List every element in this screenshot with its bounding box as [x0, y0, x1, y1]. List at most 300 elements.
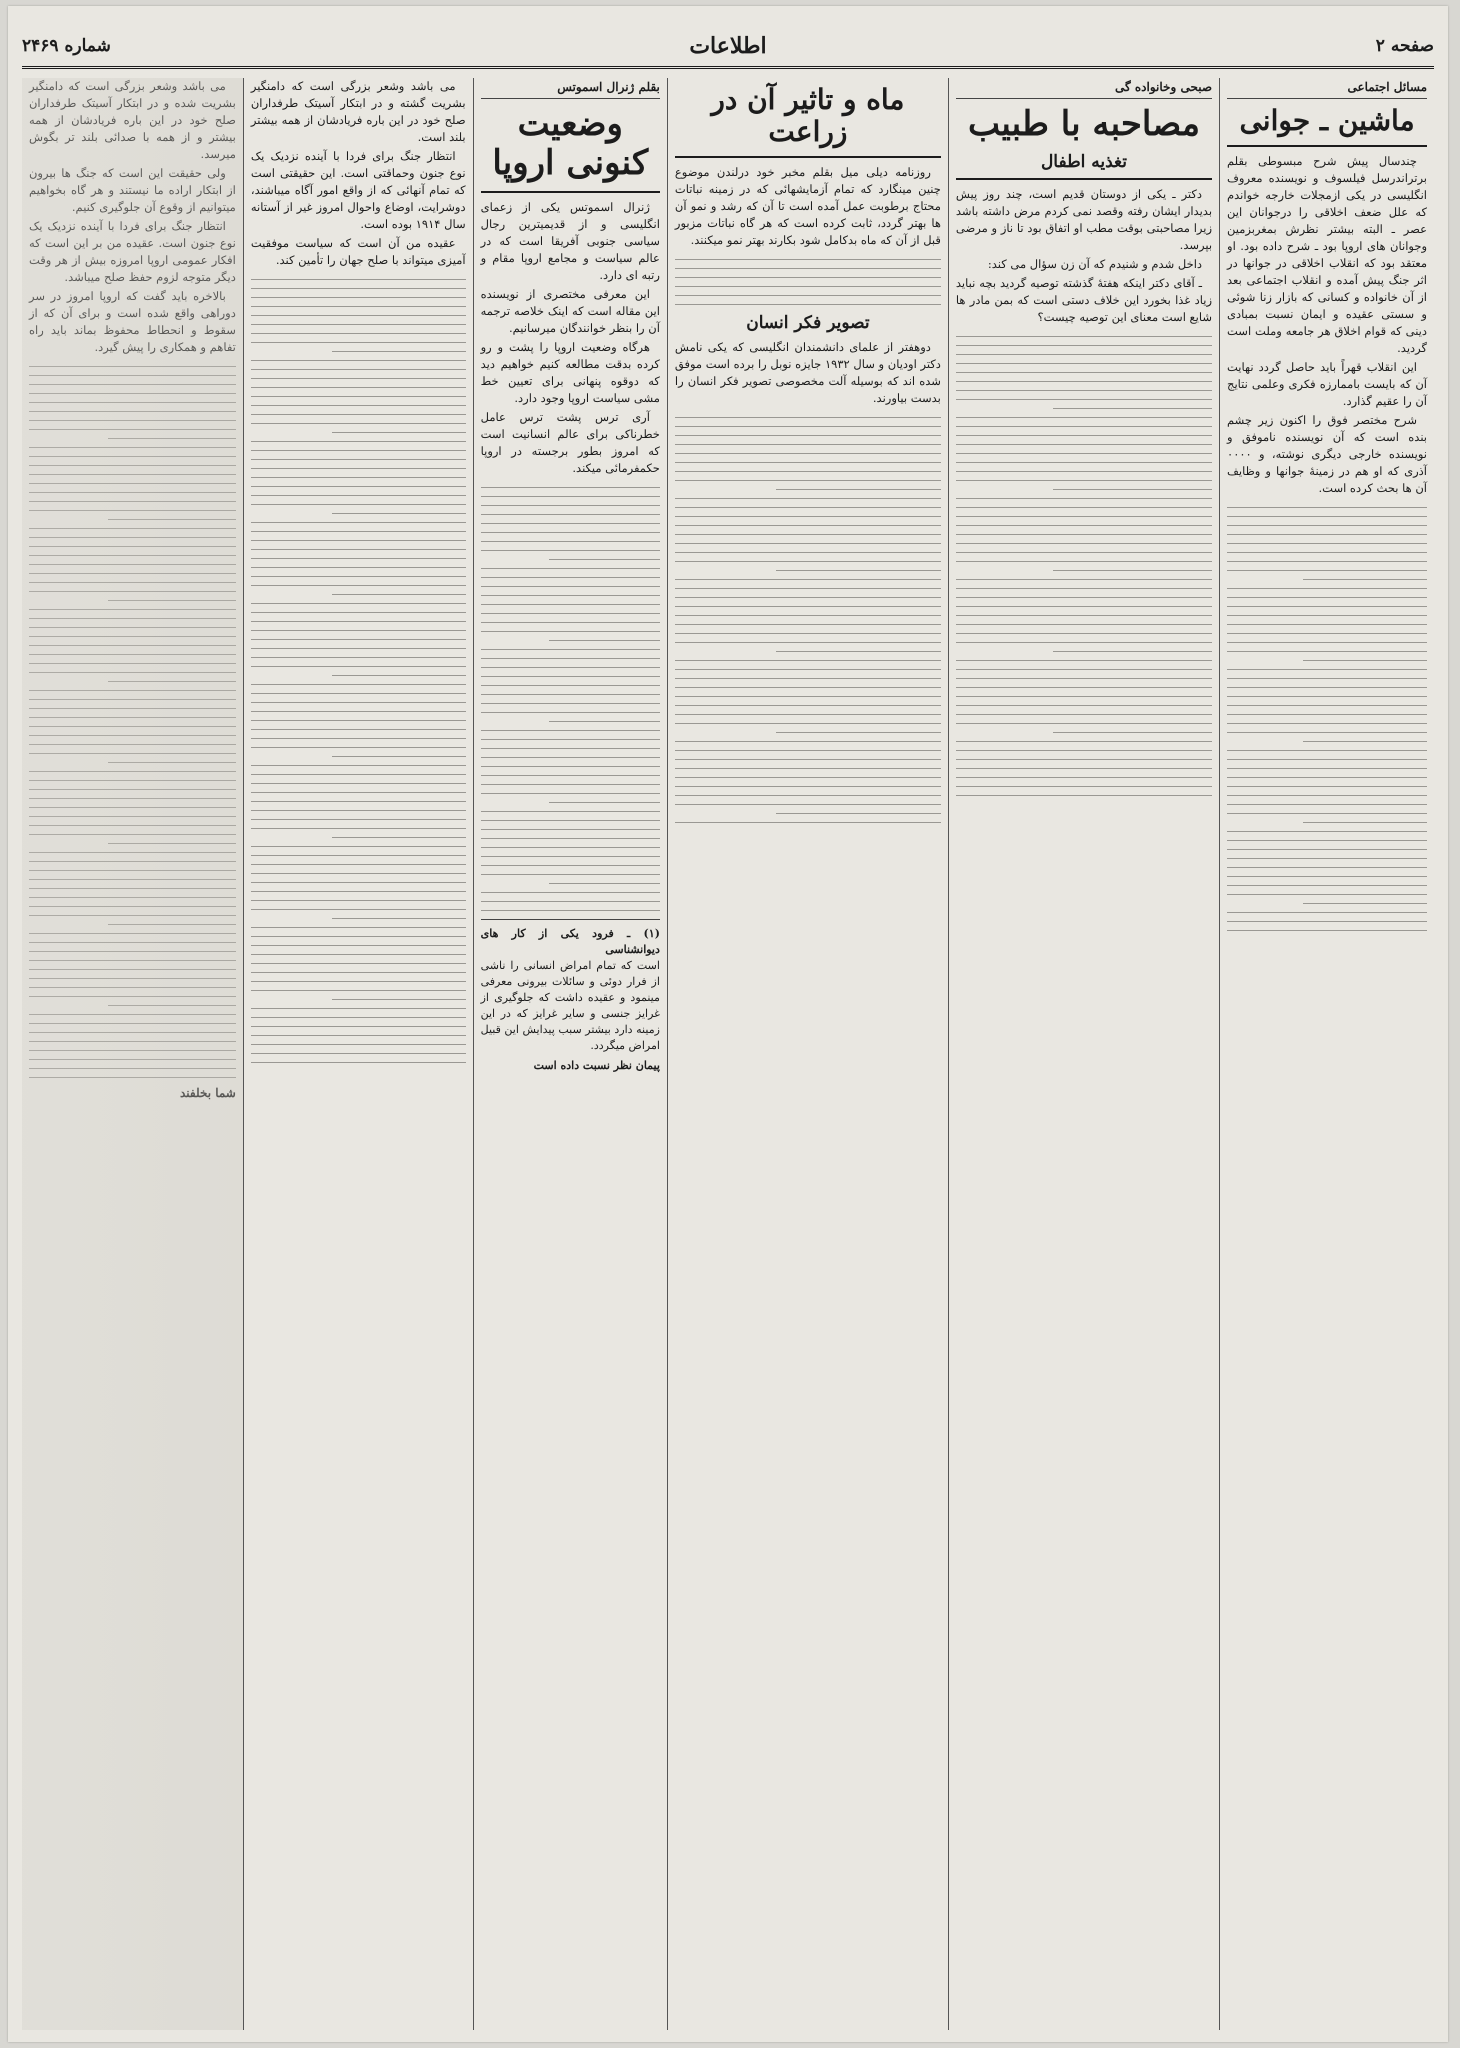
text-line-placeholder: [956, 579, 1212, 580]
text-line-placeholder: [549, 802, 660, 803]
paragraph: ـ آقای دکتر اینکه هفتهٔ گذشته توصیه گردید بچه نباید زیاد غذا بخورد این خلاف دستی است که بمن مادر ها شایع است معنای این توصیه چیست؟: [955, 276, 1213, 325]
text-line-placeholder: [251, 342, 466, 343]
text-line-placeholder: [251, 306, 466, 307]
article-body: [675, 339, 941, 407]
text-line-placeholder: [481, 829, 660, 830]
divider: [1227, 145, 1427, 147]
paragraph: عقیده من آن است که سیاست موفقیت آمیزی میتواند با صلح جهان را تأمین کند.: [250, 236, 466, 267]
text-line-placeholder: [956, 462, 1212, 463]
text-line-placeholder: [251, 666, 466, 667]
text-line-placeholder: [675, 462, 941, 463]
text-line-placeholder: [251, 630, 466, 631]
text-line-placeholder: [1227, 885, 1427, 886]
text-line-placeholder: [481, 847, 660, 848]
text-line-placeholder: [29, 402, 236, 403]
text-line-placeholder: [251, 459, 466, 460]
text-line-placeholder: [29, 456, 236, 457]
text-line-placeholder: [29, 870, 236, 871]
text-line-placeholder: [29, 717, 236, 718]
text-line-placeholder: [251, 1053, 466, 1054]
text-line-placeholder: [251, 657, 466, 658]
text-line-placeholder: [251, 387, 466, 388]
text-line-placeholder: [251, 882, 466, 883]
text-line-placeholder: [956, 552, 1212, 553]
text-line-placeholder: [675, 597, 941, 598]
text-line-placeholder: [481, 856, 660, 857]
footnote: [481, 926, 660, 1074]
text-line-placeholder: [481, 631, 660, 632]
text-line-placeholder: [251, 450, 466, 451]
text-line-placeholder: [29, 861, 236, 862]
text-line-placeholder: [481, 739, 660, 740]
text-line-placeholder: [675, 417, 941, 418]
text-line-placeholder: [29, 879, 236, 880]
text-line-placeholder: [675, 534, 941, 535]
article-headline: ماشین ـ جوانی: [1239, 104, 1415, 137]
text-line-placeholder: [332, 918, 465, 919]
paragraph: روزنامه دیلی میل بقلم مخبر خود درلندن موضوع چنین مینگارد که تمام آزمایشهائی که در زمینه نباتات محتاج برطوبت عمل آمده است تا آن که رشد و نمو آن ها بهتر گردد، ثابت کرده است که هر گاه نباتات مزبور قبل از آن که ماه بدکامل شود بکارند بهتر نمو میکنند.: [674, 165, 941, 248]
text-line-placeholder: [1227, 732, 1427, 733]
text-line-placeholder: [675, 588, 941, 589]
text-line-placeholder: [29, 798, 236, 799]
text-line-placeholder: [675, 642, 941, 643]
text-line-placeholder: [29, 690, 236, 691]
text-line-placeholder: [956, 714, 1212, 715]
text-line-placeholder: [332, 432, 465, 433]
text-line-placeholder: [481, 703, 660, 704]
text-line-placeholder: [251, 783, 466, 784]
text-line-placeholder: [675, 480, 941, 481]
text-line-placeholder: [29, 708, 236, 709]
text-line-placeholder: [251, 1044, 466, 1045]
text-line-placeholder: [549, 640, 660, 641]
paragraph: انتظار جنگ برای فردا با آینده نزدیک یک نوع جنون وحماقتی است. این حقیقتی است که تمام آنهائی که از واقع امور آگاه میباشند، دوشرایت، اوضاع واحوال امروز غیر از آستانه سال ۱۹۱۴ بوده است.: [250, 149, 466, 231]
text-line-placeholder: [29, 726, 236, 727]
text-line-placeholder: [956, 606, 1212, 607]
section-label: مسائل اجتماعی: [1227, 78, 1427, 99]
text-line-placeholder: [481, 613, 660, 614]
text-line-placeholder: [481, 550, 660, 551]
text-line-placeholder: [675, 426, 941, 427]
text-line-placeholder: [1303, 822, 1427, 823]
text-line-placeholder: [675, 516, 941, 517]
text-line-placeholder: [29, 780, 236, 781]
text-line-placeholder: [251, 990, 466, 991]
text-line-placeholder: [675, 714, 941, 715]
text-line-placeholder: [1227, 651, 1427, 652]
text-line-placeholder: [29, 753, 236, 754]
text-line-placeholder: [1227, 525, 1427, 526]
text-line-placeholder: [1053, 732, 1212, 733]
text-line-placeholder: [108, 762, 236, 763]
divider: [956, 178, 1212, 180]
text-line-placeholder: [956, 399, 1212, 400]
text-line-placeholder: [251, 288, 466, 289]
text-line-placeholder: [675, 606, 941, 607]
text-line-placeholder: [956, 768, 1212, 769]
text-line-placeholder: [29, 393, 236, 394]
text-line-placeholder: [29, 609, 236, 610]
text-line-placeholder: [481, 820, 660, 821]
text-line-placeholder: [1227, 687, 1427, 688]
text-filler: [675, 259, 941, 305]
text-line-placeholder: [251, 1008, 466, 1009]
text-line-placeholder: [1227, 669, 1427, 670]
text-line-placeholder: [481, 658, 660, 659]
text-line-placeholder: [1227, 714, 1427, 715]
text-line-placeholder: [675, 660, 941, 661]
text-line-placeholder: [29, 654, 236, 655]
text-line-placeholder: [108, 1005, 236, 1006]
text-line-placeholder: [251, 441, 466, 442]
column-agriculture: [667, 78, 948, 2030]
text-line-placeholder: [29, 429, 236, 430]
text-line-placeholder: [481, 838, 660, 839]
text-line-placeholder: [29, 942, 236, 943]
text-line-placeholder: [675, 741, 941, 742]
text-line-placeholder: [251, 774, 466, 775]
text-line-placeholder: [1227, 930, 1427, 931]
text-line-placeholder: [251, 873, 466, 874]
text-line-placeholder: [251, 810, 466, 811]
text-line-placeholder: [481, 523, 660, 524]
article-body: [251, 78, 466, 269]
text-line-placeholder: [1227, 597, 1427, 598]
text-line-placeholder: [1227, 858, 1427, 859]
text-line-placeholder: [251, 603, 466, 604]
text-line-placeholder: [1227, 678, 1427, 679]
text-line-placeholder: [29, 528, 236, 529]
paragraph: آری ترس پشت ترس عامل خطرناکی برای عالم انسانیت است که امروز بطور برجسته در اروپا حکمفرمائی میکند.: [480, 410, 660, 476]
text-line-placeholder: [1053, 408, 1212, 409]
text-line-placeholder: [481, 685, 660, 686]
paragraph: داخل شدم و شنیدم که آن زن سؤال می کند:: [987, 257, 1203, 272]
text-line-placeholder: [1053, 651, 1212, 652]
text-line-placeholder: [1227, 588, 1427, 589]
text-line-placeholder: [675, 525, 941, 526]
text-line-placeholder: [108, 519, 236, 520]
text-line-placeholder: [251, 963, 466, 964]
text-line-placeholder: [29, 969, 236, 970]
text-line-placeholder: [251, 522, 466, 523]
text-line-placeholder: [956, 750, 1212, 751]
text-line-placeholder: [1227, 840, 1427, 841]
text-line-placeholder: [251, 936, 466, 937]
text-line-placeholder: [675, 471, 941, 472]
text-line-placeholder: [29, 933, 236, 934]
divider: [481, 191, 660, 193]
text-line-placeholder: [251, 297, 466, 298]
text-line-placeholder: [1227, 615, 1427, 616]
text-line-placeholder: [251, 639, 466, 640]
divider: [675, 156, 941, 158]
text-line-placeholder: [481, 514, 660, 515]
text-line-placeholder: [956, 372, 1212, 373]
text-line-placeholder: [956, 624, 1212, 625]
column-social-issues: [1219, 78, 1434, 2030]
text-line-placeholder: [956, 795, 1212, 796]
text-line-placeholder: [956, 678, 1212, 679]
text-line-placeholder: [481, 757, 660, 758]
text-line-placeholder: [251, 927, 466, 928]
text-line-placeholder: [1227, 624, 1427, 625]
text-line-placeholder: [481, 775, 660, 776]
text-line-placeholder: [251, 702, 466, 703]
paper-name: اطلاعات: [689, 33, 767, 59]
text-line-placeholder: [1227, 552, 1427, 553]
text-line-placeholder: [251, 540, 466, 541]
text-line-placeholder: [956, 633, 1212, 634]
text-line-placeholder: [29, 825, 236, 826]
text-line-placeholder: [481, 604, 660, 605]
text-line-placeholder: [1227, 849, 1427, 850]
text-line-placeholder: [675, 277, 941, 278]
text-line-placeholder: [675, 795, 941, 796]
paragraph: می باشد وشعر بزرگی است که دامنگیر بشریت گشته و در ابتکار آسیتک طرفداران صلح خود در این باره فریادشان از همه بیشتر بلند است.: [250, 79, 466, 144]
text-line-placeholder: [251, 576, 466, 577]
text-line-placeholder: [1227, 723, 1427, 724]
text-line-placeholder: [956, 453, 1212, 454]
text-filler: [29, 366, 236, 1078]
text-line-placeholder: [675, 687, 941, 688]
text-line-placeholder: [29, 699, 236, 700]
text-line-placeholder: [1227, 516, 1427, 517]
text-line-placeholder: [251, 612, 466, 613]
text-line-placeholder: [29, 789, 236, 790]
text-line-placeholder: [29, 987, 236, 988]
text-line-placeholder: [29, 384, 236, 385]
text-line-placeholder: [956, 642, 1212, 643]
text-line-placeholder: [956, 588, 1212, 589]
text-line-placeholder: [108, 681, 236, 682]
text-line-placeholder: [332, 351, 465, 352]
text-line-placeholder: [549, 721, 660, 722]
text-line-placeholder: [675, 304, 941, 305]
byline: بقلم ژنرال اسموتس: [481, 78, 660, 99]
text-line-placeholder: [956, 543, 1212, 544]
text-line-placeholder: [251, 333, 466, 334]
text-line-placeholder: [675, 705, 941, 706]
text-line-placeholder: [1227, 876, 1427, 877]
text-line-placeholder: [675, 579, 941, 580]
text-line-placeholder: [776, 489, 941, 490]
footnote-heading: (۱) ـ فرود یکی از کار های دیوانشناسی: [480, 927, 660, 957]
text-line-placeholder: [251, 324, 466, 325]
text-line-placeholder: [776, 813, 941, 814]
text-line-placeholder: [29, 663, 236, 664]
text-line-placeholder: [1053, 570, 1212, 571]
closing-line: پیمان نظر نسبت داده است: [533, 1059, 660, 1073]
text-line-placeholder: [675, 786, 941, 787]
paragraph: این معرفی مختصری از نویسنده این مقاله است که اینک خلاصه ترجمه آن را بنظر خوانندگان میرسانیم.: [480, 287, 660, 336]
column-europe-cont-1: [243, 78, 473, 2030]
text-line-placeholder: [251, 423, 466, 424]
text-line-placeholder: [29, 591, 236, 592]
paragraph: ژنرال اسموتس یکی از زعمای انگلیسی و از قدیمیترین رجال سیاسی جنوبی آفریقا است که در عالم سیاست و مجامع اروپا مقام و رتبه ای دارد.: [480, 200, 660, 283]
text-line-placeholder: [29, 996, 236, 997]
article-body: [675, 164, 941, 249]
text-line-placeholder: [29, 771, 236, 772]
text-line-placeholder: [251, 495, 466, 496]
text-line-placeholder: [675, 777, 941, 778]
text-line-placeholder: [29, 636, 236, 637]
text-line-placeholder: [956, 390, 1212, 391]
text-line-placeholder: [481, 595, 660, 596]
text-line-placeholder: [29, 834, 236, 835]
text-line-placeholder: [776, 651, 941, 652]
text-line-placeholder: [251, 585, 466, 586]
text-line-placeholder: [29, 735, 236, 736]
text-line-placeholder: [251, 1026, 466, 1027]
text-line-placeholder: [956, 336, 1212, 337]
paragraph: این انقلاب قهراً باید حاصل گردد نهایت آن که بایست باممارزه فکری وعلمی نتایج آن را عقیم گذارد.: [1227, 360, 1427, 409]
text-line-placeholder: [956, 507, 1212, 508]
text-line-placeholder: [956, 669, 1212, 670]
article-body: [956, 186, 1212, 326]
text-line-placeholder: [481, 676, 660, 677]
text-line-placeholder: [1227, 534, 1427, 535]
text-line-placeholder: [251, 738, 466, 739]
text-line-placeholder: [956, 705, 1212, 706]
text-line-placeholder: [1227, 705, 1427, 706]
text-filler: [956, 336, 1212, 796]
text-line-placeholder: [481, 793, 660, 794]
text-line-placeholder: [251, 486, 466, 487]
text-line-placeholder: [1227, 759, 1427, 760]
text-line-placeholder: [251, 792, 466, 793]
text-line-placeholder: [481, 694, 660, 695]
text-line-placeholder: [1227, 543, 1427, 544]
text-line-placeholder: [29, 483, 236, 484]
newspaper-page: [8, 6, 1448, 2042]
text-line-placeholder: [251, 1017, 466, 1018]
text-line-placeholder: [675, 507, 941, 508]
text-line-placeholder: [481, 910, 660, 911]
text-line-placeholder: [251, 855, 466, 856]
text-line-placeholder: [675, 804, 941, 805]
text-line-placeholder: [29, 1050, 236, 1051]
text-line-placeholder: [1303, 660, 1427, 661]
text-line-placeholder: [956, 786, 1212, 787]
text-line-placeholder: [251, 477, 466, 478]
text-line-placeholder: [29, 1077, 236, 1078]
text-line-placeholder: [251, 648, 466, 649]
text-line-placeholder: [675, 678, 941, 679]
article-body: [1227, 153, 1427, 497]
text-line-placeholder: [956, 435, 1212, 436]
text-line-placeholder: [956, 741, 1212, 742]
article-body: [29, 78, 236, 356]
text-line-placeholder: [251, 504, 466, 505]
text-line-placeholder: [675, 696, 941, 697]
text-line-placeholder: [251, 558, 466, 559]
article-subhead: تصویر فکر انسان: [746, 313, 870, 334]
text-line-placeholder: [481, 487, 660, 488]
paragraph: شرح مختصر فوق را اکنون زیر چشم بنده است که آن نویسنده ناموفق و نویسنده خارجی دیگری نوشته، و ۰۰۰۰ آذری که او هم در زمینهٔ جوانها و وظایف آن ها بحث کرده است.: [1227, 413, 1427, 496]
column-europe-headline: [473, 78, 667, 2030]
text-line-placeholder: [675, 444, 941, 445]
text-line-placeholder: [1227, 696, 1427, 697]
text-line-placeholder: [29, 888, 236, 889]
text-line-placeholder: [776, 570, 941, 571]
text-line-placeholder: [481, 577, 660, 578]
text-line-placeholder: [675, 552, 941, 553]
text-line-placeholder: [675, 435, 941, 436]
text-line-placeholder: [29, 375, 236, 376]
text-line-placeholder: [675, 633, 941, 634]
article-headline: مصاحبه با طبیب: [967, 104, 1200, 144]
text-line-placeholder: [29, 627, 236, 628]
text-line-placeholder: [251, 279, 466, 280]
text-line-placeholder: [1227, 561, 1427, 562]
text-line-placeholder: [29, 510, 236, 511]
text-filler: [251, 279, 466, 1063]
text-line-placeholder: [251, 378, 466, 379]
text-line-placeholder: [332, 675, 465, 676]
text-line-placeholder: [956, 345, 1212, 346]
paragraph: چندسال پیش شرح مبسوطی بقلم برتراندرسل فیلسوف و نویسنده معروف انگلیسی در یکی ازمجلات خارجه خواندم که علل ضعف اخلاقی را درجوانان این عصر ـ البته بیشتر نظرش بمغربزمین وجوانان های اروپا بود ـ شرح داده بود. او معتقد بود که انقلاب اخلاقی در جوانها در اثر جنگ پیش آمده و انقلاب اجتماعی بعد از آن خانواده و کسانی که بازار زنا شوئی و سستی عقیده و ایمان نسبت بمبادی دینی که قوام اخلاق هر جامعه وملت است گردید.: [1227, 154, 1427, 356]
text-line-placeholder: [251, 369, 466, 370]
text-line-placeholder: [251, 819, 466, 820]
text-line-placeholder: [675, 759, 941, 760]
text-line-placeholder: [956, 498, 1212, 499]
text-line-placeholder: [675, 268, 941, 269]
paragraph: ولی حقیقت این است که جنگ ها بیرون از ابتکار اراده ما نیستند و هر گاه بخواهیم میتوانیم از وقوع آن جلوگیری کنیم.: [28, 166, 236, 214]
text-line-placeholder: [956, 426, 1212, 427]
text-line-placeholder: [1227, 777, 1427, 778]
text-line-placeholder: [29, 645, 236, 646]
text-line-placeholder: [1227, 642, 1427, 643]
text-line-placeholder: [956, 759, 1212, 760]
text-line-placeholder: [29, 564, 236, 565]
column-europe-cont-2: [22, 78, 243, 2030]
paragraph: می باشد وشعر بزرگی است که دامنگیر بشریت شده و در ابتکار آسیتک طرفداران صلح خود در این باره فریادشان از همه بیشتر و از همه با صدائی بلند تر بگوش میرسد.: [28, 79, 236, 161]
text-line-placeholder: [29, 1032, 236, 1033]
text-line-placeholder: [29, 582, 236, 583]
text-line-placeholder: [29, 744, 236, 745]
text-line-placeholder: [1303, 903, 1427, 904]
paragraph: دکتر ـ یکی از دوستان قدیم است، چند روز پیش بدیدار ایشان رفته وقصد نمی کردم مرض داشته باشد زیرا مصاحبتی بوقت مطب او اتفاق بود تا ناز و مرضی بپرسد.: [955, 187, 1213, 253]
text-line-placeholder: [29, 1059, 236, 1060]
text-line-placeholder: [675, 822, 941, 823]
text-line-placeholder: [29, 852, 236, 853]
text-line-placeholder: [481, 766, 660, 767]
text-line-placeholder: [251, 567, 466, 568]
text-line-placeholder: [29, 960, 236, 961]
text-line-placeholder: [251, 396, 466, 397]
text-filler: [481, 487, 660, 911]
text-line-placeholder: [481, 892, 660, 893]
text-line-placeholder: [251, 981, 466, 982]
text-line-placeholder: [956, 660, 1212, 661]
text-line-placeholder: [1227, 786, 1427, 787]
text-line-placeholder: [481, 541, 660, 542]
text-line-placeholder: [251, 549, 466, 550]
text-line-placeholder: [481, 811, 660, 812]
text-line-placeholder: [29, 1023, 236, 1024]
text-line-placeholder: [481, 901, 660, 902]
text-line-placeholder: [29, 555, 236, 556]
text-line-placeholder: [481, 568, 660, 569]
text-line-placeholder: [675, 561, 941, 562]
text-line-placeholder: [29, 420, 236, 421]
text-line-placeholder: [29, 915, 236, 916]
closing-line: شما بخلفند: [179, 1086, 236, 1100]
text-line-placeholder: [332, 513, 465, 514]
text-line-placeholder: [29, 1041, 236, 1042]
text-line-placeholder: [108, 843, 236, 844]
text-line-placeholder: [481, 505, 660, 506]
